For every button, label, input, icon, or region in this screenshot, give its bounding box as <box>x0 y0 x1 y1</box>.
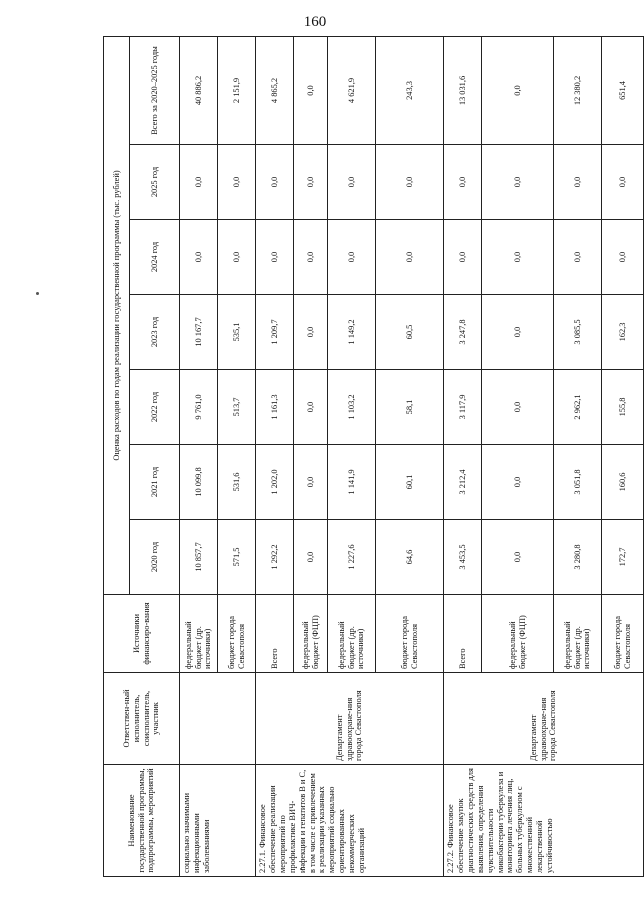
amount-cell: 1 202,0 <box>256 445 294 520</box>
amount-cell: 0,0 <box>180 145 218 220</box>
activity-name: 2.27.2. Финансовое обеспечение закупок диагностических средств для выявления, определения чувствительности микобактерии туберкулеза и мониторинга лечения лиц, больных туберкулезом с множественной лекарственной устойчивостью <box>444 765 644 877</box>
amount-cell: 0,0 <box>294 370 328 445</box>
rotated-table-container <box>103 37 632 877</box>
amount-cell: 0,0 <box>444 220 482 295</box>
amount-cell: 1 227,6 <box>328 520 376 595</box>
amount-cell: 3 247,8 <box>444 295 482 370</box>
table-row <box>256 36 294 876</box>
amount-cell: 0,0 <box>376 145 444 220</box>
amount-cell: 0,0 <box>602 220 644 295</box>
page-number: 160 <box>303 14 327 30</box>
header-year: Всего за 2020–2025 годы <box>130 36 180 144</box>
header-year: 2024 год <box>130 220 180 295</box>
amount-cell: 9 761,0 <box>180 370 218 445</box>
activity-executor: Департамент здравоохране-ния города Севастополя <box>444 673 644 765</box>
amount-cell: 3 085,5 <box>554 295 602 370</box>
amount-cell: 4 865,2 <box>256 36 294 144</box>
amount-cell: 0,0 <box>294 295 328 370</box>
amount-cell: 0,0 <box>482 220 554 295</box>
header-year: 2020 год <box>130 520 180 595</box>
amount-cell: 0,0 <box>256 220 294 295</box>
amount-cell: 0,0 <box>554 220 602 295</box>
amount-cell: 172,7 <box>602 520 644 595</box>
header-estimate: Оценка расходов по годам реализации государственной программы (тыс. рублей) <box>104 36 130 594</box>
amount-cell: 160,6 <box>602 445 644 520</box>
amount-cell: 0,0 <box>444 145 482 220</box>
activity-name: социально значимыми инфекционными заболеваниями <box>180 765 256 877</box>
amount-cell: 10 857,7 <box>180 520 218 595</box>
amount-cell: 0,0 <box>294 520 328 595</box>
header-year: 2023 год <box>130 295 180 370</box>
amount-cell: 0,0 <box>218 145 256 220</box>
amount-cell: 0,0 <box>294 445 328 520</box>
amount-cell: 1 209,7 <box>256 295 294 370</box>
amount-cell: 243,3 <box>376 36 444 144</box>
table-row <box>180 36 218 876</box>
amount-cell: 1 149,2 <box>328 295 376 370</box>
activity-executor: Департамент здравоохране-ния города Севастополя <box>256 673 444 765</box>
amount-cell: 58,1 <box>376 370 444 445</box>
header-executor: Ответствен-ный исполнитель, соисполнитель, участник <box>104 673 180 765</box>
amount-cell: 12 380,2 <box>554 36 602 144</box>
amount-cell: 60,1 <box>376 445 444 520</box>
funding-source: федеральный бюджет (др. источники) <box>328 595 376 673</box>
activity-name: 2.27.1. Финансовое обеспечение реализации мероприятий по профилактике ВИЧ-инфекции и гепатитов В и С, в том числе с привлечением к реализации указанных мероприятий социально ориентированных некоммерческих организаций <box>256 765 444 877</box>
funding-source: федеральный бюджет (др. источники) <box>180 595 218 673</box>
amount-cell: 2 151,9 <box>218 36 256 144</box>
amount-cell: 513,7 <box>218 370 256 445</box>
amount-cell: 0,0 <box>294 145 328 220</box>
amount-cell: 0,0 <box>294 220 328 295</box>
amount-cell: 651,4 <box>602 36 644 144</box>
amount-cell: 531,6 <box>218 445 256 520</box>
funding-source: бюджет города Севастополя <box>602 595 644 673</box>
amount-cell: 3 051,8 <box>554 445 602 520</box>
amount-cell: 0,0 <box>482 445 554 520</box>
amount-cell: 571,5 <box>218 520 256 595</box>
amount-cell: 13 031,6 <box>444 36 482 144</box>
amount-cell: 0,0 <box>218 220 256 295</box>
amount-cell: 155,8 <box>602 370 644 445</box>
amount-cell: 64,6 <box>376 520 444 595</box>
amount-cell: 1 103,2 <box>328 370 376 445</box>
amount-cell: 0,0 <box>554 145 602 220</box>
activity-executor <box>180 673 256 765</box>
amount-cell: 3 280,8 <box>554 520 602 595</box>
funding-source: федеральный бюджет (др. источники) <box>554 595 602 673</box>
amount-cell: 1 292,2 <box>256 520 294 595</box>
scan-speck <box>36 292 39 295</box>
amount-cell: 0,0 <box>482 520 554 595</box>
amount-cell: 0,0 <box>180 220 218 295</box>
header-year: 2025 год <box>130 145 180 220</box>
amount-cell: 10 099,8 <box>180 445 218 520</box>
table-row <box>444 36 482 876</box>
amount-cell: 162,3 <box>602 295 644 370</box>
amount-cell: 3 117,9 <box>444 370 482 445</box>
funding-source: бюджет города Севастополя <box>376 595 444 673</box>
expenditure-table <box>103 36 644 877</box>
header-name: Наименование государственной программы, подпрограммы, мероприятий <box>104 765 180 877</box>
funding-source: Всего <box>256 595 294 673</box>
amount-cell: 2 962,1 <box>554 370 602 445</box>
amount-cell: 0,0 <box>328 220 376 295</box>
amount-cell: 535,1 <box>218 295 256 370</box>
header-year: 2022 год <box>130 370 180 445</box>
amount-cell: 60,5 <box>376 295 444 370</box>
amount-cell: 0,0 <box>602 145 644 220</box>
amount-cell: 4 621,9 <box>328 36 376 144</box>
amount-cell: 1 141,9 <box>328 445 376 520</box>
amount-cell: 0,0 <box>482 295 554 370</box>
amount-cell: 40 886,2 <box>180 36 218 144</box>
header-source: Источники финансиро-вания <box>104 595 180 673</box>
amount-cell: 10 167,7 <box>180 295 218 370</box>
amount-cell: 0,0 <box>482 145 554 220</box>
amount-cell: 0,0 <box>482 370 554 445</box>
funding-source: бюджет города Севастополя <box>218 595 256 673</box>
header-year: 2021 год <box>130 445 180 520</box>
amount-cell: 3 453,5 <box>444 520 482 595</box>
amount-cell: 0,0 <box>482 36 554 144</box>
funding-source: Всего <box>444 595 482 673</box>
funding-source: федеральный бюджет (ФЦП) <box>482 595 554 673</box>
amount-cell: 0,0 <box>376 220 444 295</box>
amount-cell: 1 161,3 <box>256 370 294 445</box>
amount-cell: 0,0 <box>328 145 376 220</box>
amount-cell: 0,0 <box>294 36 328 144</box>
funding-source: федеральный бюджет (ФЦП) <box>294 595 328 673</box>
amount-cell: 3 212,4 <box>444 445 482 520</box>
amount-cell: 0,0 <box>256 145 294 220</box>
